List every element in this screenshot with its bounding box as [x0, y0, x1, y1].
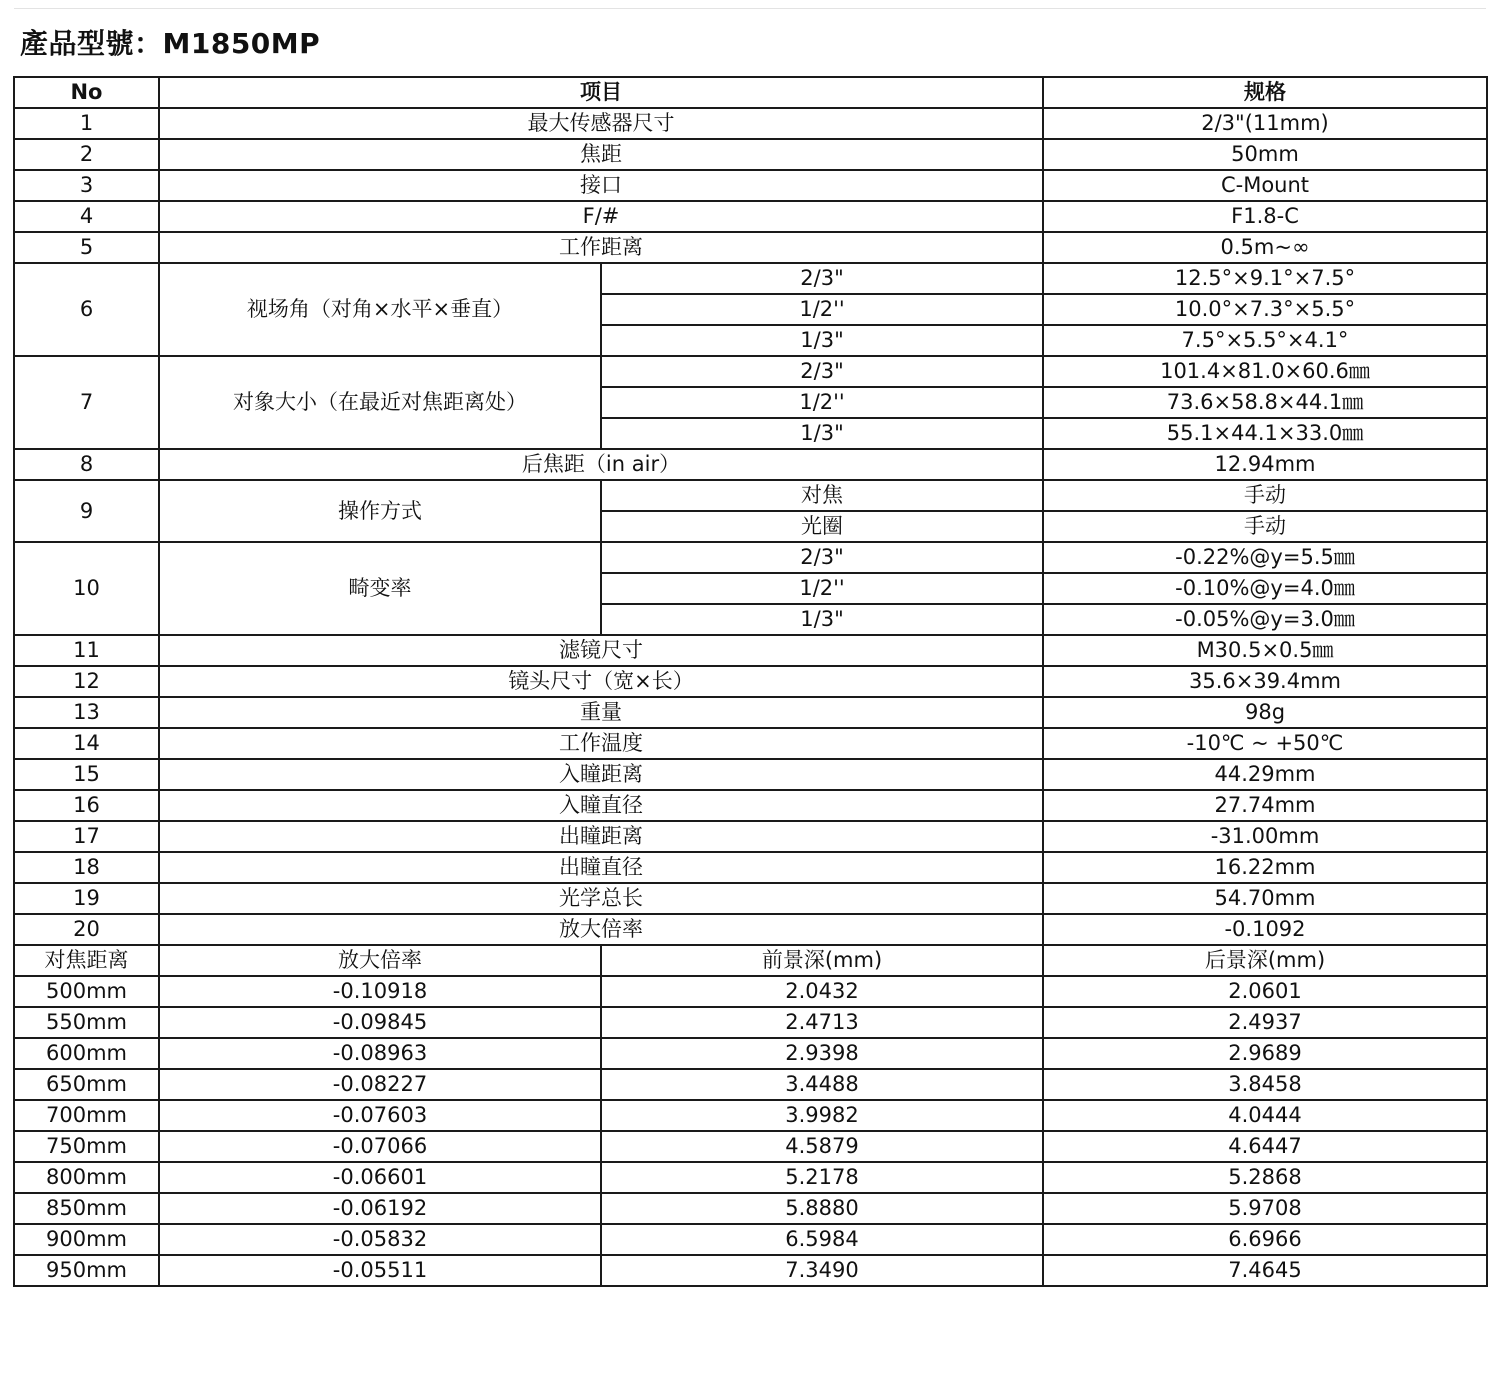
row-no: 19 [14, 883, 159, 914]
dof-distance: 500mm [14, 976, 159, 1007]
row-item: 焦距 [159, 139, 1043, 170]
row-no: 3 [14, 170, 159, 201]
row-spec: 73.6×58.8×44.1㎜ [1043, 387, 1487, 418]
dof-distance: 800mm [14, 1162, 159, 1193]
dof-magnification: -0.06601 [159, 1162, 601, 1193]
dof-row [14, 1038, 1487, 1069]
dof-row [14, 1224, 1487, 1255]
dof-front: 2.9398 [601, 1038, 1043, 1069]
dof-distance: 550mm [14, 1007, 159, 1038]
row-no: 13 [14, 697, 159, 728]
table-row [14, 790, 1487, 821]
row-item: 入瞳距离 [159, 759, 1043, 790]
header-item: 项目 [159, 77, 1043, 108]
row-no: 15 [14, 759, 159, 790]
dof-magnification: -0.08227 [159, 1069, 601, 1100]
dof-distance: 700mm [14, 1100, 159, 1131]
row-item: 工作温度 [159, 728, 1043, 759]
row-item: 后焦距（in air） [159, 449, 1043, 480]
dof-magnification: -0.07603 [159, 1100, 601, 1131]
table-row [14, 108, 1487, 139]
top-divider [14, 8, 1486, 9]
row-spec: M30.5×0.5㎜ [1043, 635, 1487, 666]
row-spec: -10℃ ~ +50℃ [1043, 728, 1487, 759]
row-no: 10 [14, 542, 159, 635]
dof-distance: 900mm [14, 1224, 159, 1255]
row-spec: F1.8-C [1043, 201, 1487, 232]
row-no: 17 [14, 821, 159, 852]
row-item: 视场角（对角×水平×垂直） [159, 263, 601, 356]
row-spec: -31.00mm [1043, 821, 1487, 852]
row-no: 5 [14, 232, 159, 263]
row-spec: 12.5°×9.1°×7.5° [1043, 263, 1487, 294]
table-row [14, 883, 1487, 914]
dof-header-magnification: 放大倍率 [159, 945, 601, 976]
dof-header-front: 前景深(mm) [601, 945, 1043, 976]
dof-magnification: -0.10918 [159, 976, 601, 1007]
table-row [14, 449, 1487, 480]
dof-magnification: -0.06192 [159, 1193, 601, 1224]
row-spec: 101.4×81.0×60.6㎜ [1043, 356, 1487, 387]
table-row [14, 759, 1487, 790]
table-row [14, 480, 1487, 511]
row-sub: 2/3" [601, 356, 1043, 387]
row-item: 入瞳直径 [159, 790, 1043, 821]
row-spec: -0.1092 [1043, 914, 1487, 945]
row-no: 4 [14, 201, 159, 232]
dof-front: 7.3490 [601, 1255, 1043, 1286]
row-spec: 12.94mm [1043, 449, 1487, 480]
table-row [14, 542, 1487, 573]
row-sub: 1/2'' [601, 387, 1043, 418]
row-sub: 对焦 [601, 480, 1043, 511]
table-row [14, 263, 1487, 294]
dof-row [14, 1069, 1487, 1100]
dof-back: 5.2868 [1043, 1162, 1487, 1193]
table-row [14, 170, 1487, 201]
dof-row [14, 1131, 1487, 1162]
row-no: 12 [14, 666, 159, 697]
table-header-row [14, 77, 1487, 108]
dof-back: 4.6447 [1043, 1131, 1487, 1162]
row-spec: 16.22mm [1043, 852, 1487, 883]
row-sub: 1/3" [601, 325, 1043, 356]
dof-distance: 850mm [14, 1193, 159, 1224]
row-no: 16 [14, 790, 159, 821]
dof-back: 3.8458 [1043, 1069, 1487, 1100]
row-spec: 27.74mm [1043, 790, 1487, 821]
table-row [14, 666, 1487, 697]
row-sub: 2/3" [601, 542, 1043, 573]
row-item: 操作方式 [159, 480, 601, 542]
row-no: 18 [14, 852, 159, 883]
row-spec: 10.0°×7.3°×5.5° [1043, 294, 1487, 325]
table-row [14, 852, 1487, 883]
table-row [14, 232, 1487, 263]
row-spec: C-Mount [1043, 170, 1487, 201]
dof-magnification: -0.05832 [159, 1224, 601, 1255]
row-spec: -0.22%@y=5.5㎜ [1043, 542, 1487, 573]
dof-front: 3.4488 [601, 1069, 1043, 1100]
header-no: No [14, 77, 159, 108]
table-row [14, 139, 1487, 170]
dof-front: 6.5984 [601, 1224, 1043, 1255]
row-no: 6 [14, 263, 159, 356]
row-spec: 55.1×44.1×33.0㎜ [1043, 418, 1487, 449]
row-no: 8 [14, 449, 159, 480]
dof-row [14, 1255, 1487, 1286]
dof-back: 2.4937 [1043, 1007, 1487, 1038]
row-spec: 50mm [1043, 139, 1487, 170]
row-spec: 手动 [1043, 480, 1487, 511]
row-spec: 44.29mm [1043, 759, 1487, 790]
row-item: 出瞳直径 [159, 852, 1043, 883]
dof-magnification: -0.05511 [159, 1255, 601, 1286]
dof-row [14, 1162, 1487, 1193]
row-no: 14 [14, 728, 159, 759]
dof-magnification: -0.07066 [159, 1131, 601, 1162]
dof-distance: 750mm [14, 1131, 159, 1162]
dof-back: 2.0601 [1043, 976, 1487, 1007]
row-no: 9 [14, 480, 159, 542]
row-item: 畸变率 [159, 542, 601, 635]
table-row [14, 821, 1487, 852]
row-spec: 35.6×39.4mm [1043, 666, 1487, 697]
row-item: 工作距离 [159, 232, 1043, 263]
row-no: 7 [14, 356, 159, 449]
row-sub: 1/3" [601, 604, 1043, 635]
dof-distance: 600mm [14, 1038, 159, 1069]
dof-magnification: -0.09845 [159, 1007, 601, 1038]
dof-back: 4.0444 [1043, 1100, 1487, 1131]
dof-row [14, 1100, 1487, 1131]
row-item: 镜头尺寸（宽×长） [159, 666, 1043, 697]
row-spec: -0.10%@y=4.0㎜ [1043, 573, 1487, 604]
dof-front: 2.4713 [601, 1007, 1043, 1038]
row-spec: 0.5m~∞ [1043, 232, 1487, 263]
table-row [14, 356, 1487, 387]
row-spec: -0.05%@y=3.0㎜ [1043, 604, 1487, 635]
dof-front: 3.9982 [601, 1100, 1043, 1131]
row-spec: 54.70mm [1043, 883, 1487, 914]
row-item: 光学总长 [159, 883, 1043, 914]
dof-distance: 650mm [14, 1069, 159, 1100]
dof-back: 6.6966 [1043, 1224, 1487, 1255]
table-row [14, 728, 1487, 759]
spec-table [13, 76, 1488, 1287]
dof-front: 5.2178 [601, 1162, 1043, 1193]
row-sub: 1/3" [601, 418, 1043, 449]
row-sub: 1/2'' [601, 573, 1043, 604]
page-title: 產品型號：M1850MP [20, 27, 321, 60]
row-spec: 98g [1043, 697, 1487, 728]
row-sub: 光圈 [601, 511, 1043, 542]
row-no: 11 [14, 635, 159, 666]
row-sub: 1/2'' [601, 294, 1043, 325]
table-row [14, 914, 1487, 945]
dof-row [14, 976, 1487, 1007]
dof-back: 7.4645 [1043, 1255, 1487, 1286]
dof-header-distance: 对焦距离 [14, 945, 159, 976]
row-spec: 7.5°×5.5°×4.1° [1043, 325, 1487, 356]
row-no: 1 [14, 108, 159, 139]
row-item: F/# [159, 201, 1043, 232]
row-no: 2 [14, 139, 159, 170]
dof-header-back: 后景深(mm) [1043, 945, 1487, 976]
dof-row [14, 1193, 1487, 1224]
row-item: 接口 [159, 170, 1043, 201]
row-item: 最大传感器尺寸 [159, 108, 1043, 139]
table-row [14, 635, 1487, 666]
row-spec: 2/3"(11mm) [1043, 108, 1487, 139]
dof-distance: 950mm [14, 1255, 159, 1286]
dof-magnification: -0.08963 [159, 1038, 601, 1069]
row-spec: 手动 [1043, 511, 1487, 542]
row-item: 滤镜尺寸 [159, 635, 1043, 666]
row-item: 重量 [159, 697, 1043, 728]
row-item: 放大倍率 [159, 914, 1043, 945]
dof-header-row [14, 945, 1487, 976]
table-row [14, 697, 1487, 728]
row-no: 20 [14, 914, 159, 945]
table-row [14, 201, 1487, 232]
row-item: 对象大小（在最近对焦距离处） [159, 356, 601, 449]
dof-row [14, 1007, 1487, 1038]
row-item: 出瞳距离 [159, 821, 1043, 852]
header-spec: 规格 [1043, 77, 1487, 108]
dof-front: 4.5879 [601, 1131, 1043, 1162]
dof-back: 5.9708 [1043, 1193, 1487, 1224]
row-sub: 2/3" [601, 263, 1043, 294]
dof-front: 5.8880 [601, 1193, 1043, 1224]
dof-front: 2.0432 [601, 976, 1043, 1007]
dof-back: 2.9689 [1043, 1038, 1487, 1069]
